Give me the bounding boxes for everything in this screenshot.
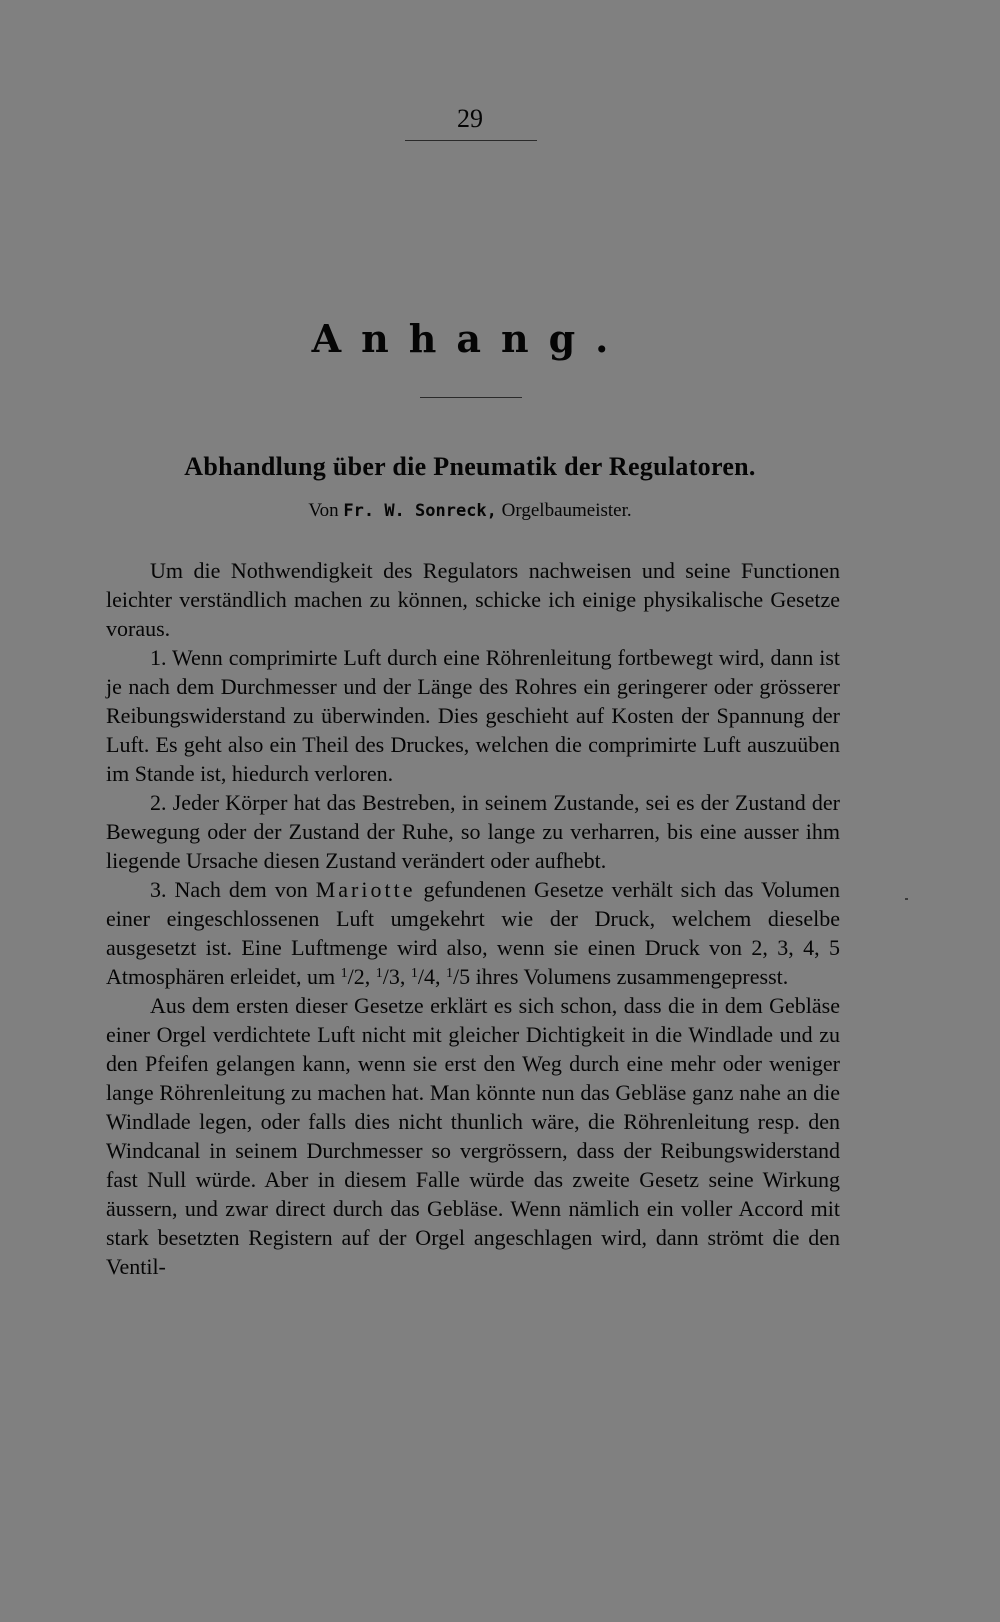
paragraph-3	[106, 875, 840, 991]
p3-text-b: ihres Volumens zusammengepresst.	[475, 964, 789, 989]
p3-name-mariotte: Mariotte	[315, 877, 416, 902]
byline-role: Orgelbaumeister.	[501, 500, 632, 521]
p3-lead: 3. Nach dem von	[150, 877, 308, 902]
byline-prefix: Von	[308, 500, 339, 521]
fraction-2-numerator: 1	[375, 966, 383, 981]
paragraph-2: 2. Jeder Körper hat das Bestreben, in seinem Zustande, sei es der Zustand der Bewegung oder der Zustand der Ruhe, so lange zu verharren, bis eine ausser ihm liegende Ursache diesen Zustand verändert oder aufhebt.	[106, 790, 840, 873]
fraction-1-numerator: 1	[340, 966, 348, 981]
header-rule	[405, 140, 537, 141]
fraction-1-denominator: /2,	[347, 964, 371, 989]
heading-rule	[420, 397, 522, 398]
fraction-3-numerator: 1	[410, 966, 418, 981]
intro-paragraph: Um die Nothwendigkeit des Regulators nachweisen und seine Functionen leichter verständlich machen zu können, schicke ich einige physikalische Gesetze voraus.	[106, 558, 840, 641]
byline	[0, 500, 940, 522]
paragraph-1: 1. Wenn comprimirte Luft durch eine Röhrenleitung fortbewegt wird, dann ist je nach dem Durchmesser und der Länge des Rohres ein geringerer oder grösserer Reibungswiderstand zu überwinden. Dies geschieht auf Kosten der Spannung der Luft. Es geht also ein Theil des Druckes, welchen die comprimirte Luft auszuüben im Stande ist, hiedurch verloren.	[106, 645, 840, 786]
fraction-4-numerator: 1	[445, 966, 453, 981]
article-title: Abhandlung über die Pneumatik der Regulatoren.	[184, 452, 756, 481]
margin-speck	[905, 898, 908, 900]
body-text	[106, 556, 840, 1281]
paragraph-4: Aus dem ersten dieser Gesetze erklärt es sich schon, dass die in dem Gebläse einer Orgel verdichtete Luft nicht mit gleicher Dichtigkeit in die Windlade und zu den Pfeifen gelangen kann, wenn sie erst den Weg durch eine mehr oder weniger lange Röhrenleitung zu machen hat. Man könnte nun das Gebläse ganz nahe an die Windlade legen, oder falls dies nicht thunlich wäre, die Röhrenleitung resp. den Windcanal in seinem Durchmesser so vergrössern, dass der Reibungswiderstand fast Null würde. Aber in diesem Falle würde das zweite Gesetz seine Wirkung äussern, und zwar direct durch das Gebläse. Wenn nämlich ein voller Accord mit stark besetzten Registern auf der Orgel angeschlagen wird, dann strömt die den Ventil-	[106, 993, 840, 1279]
page-number: 29	[457, 104, 483, 133]
section-heading: Anhang.	[311, 316, 629, 361]
fraction-4-denominator: /5	[452, 964, 471, 989]
byline-author: Fr. W. Sonreck,	[343, 501, 497, 521]
fraction-2-denominator: /3,	[382, 964, 406, 989]
fraction-3-denominator: /4,	[417, 964, 441, 989]
p3-text-a: gefundenen Gesetze verhält sich das Volumen einer eingeschlossenen Luft umgekehrt wie der Druck, welchem dieselbe ausgesetzt ist. Eine Luftmenge wird also, wenn sie einen Druck von 2, 3, 4, 5 Atmosphären erleidet, um	[106, 877, 841, 989]
